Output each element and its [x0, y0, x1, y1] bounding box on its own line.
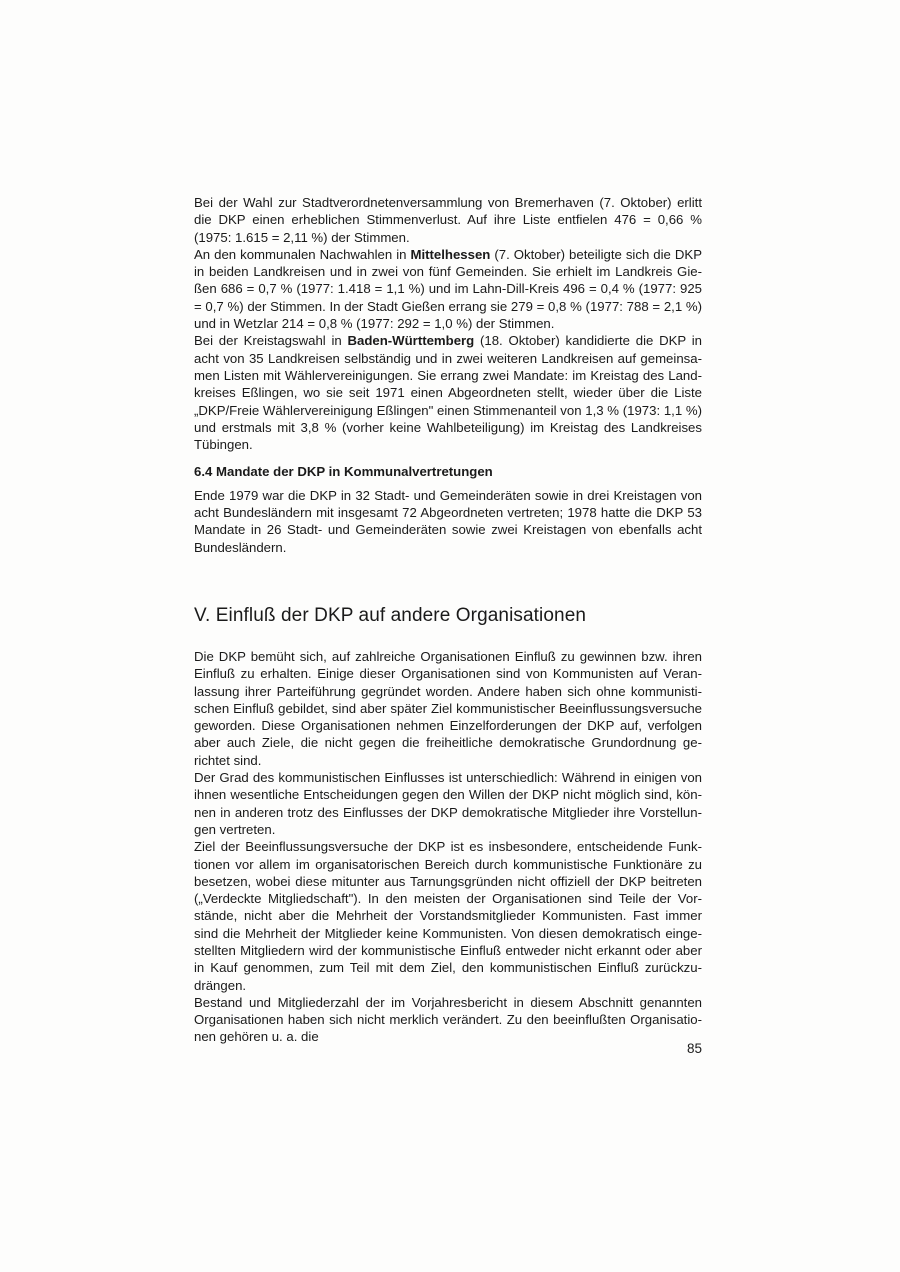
paragraph-bremerhaven: Bei der Wahl zur Stadtverordnetenversammlung von Bremerhaven (7. Oktober) erlitt die DKP einen erheblichen Stimmenverlust. Auf ihre Liste entfielen 476 = 0,66 % (1975: 1.615 = 2,11 %) der Stimmen.	[194, 195, 702, 245]
paragraph-einfluss-intro: Die DKP bemüht sich, auf zahlreiche Organisationen Einfluß zu gewinnen bzw. ihren Einfluß zu erhalten. Einige dieser Organisationen sind von Kommunisten auf Veranlassung ihrer Parteiführung gegründet worden. Andere haben sich ohne kommunistischen Einfluß gebildet, sind aber später Ziel kommunistischer Beeinflussungsversuche geworden. Diese Organisationen nehmen Einzelforderungen der DKP auf, verfolgen aber auch Ziele, die nicht gegen die freiheitliche demokratische Grundordnung gerichtet sind.	[194, 648, 702, 768]
paragraph-baden-wuerttemberg	[194, 332, 702, 453]
paragraph-mittelhessen-intro: An den kommunalen Nachwahlen in	[194, 246, 411, 262]
paragraph-einfluss-grad: Der Grad des kommunistischen Einflusses ist unterschiedlich: Während in einigen von ihnen wesentliche Entscheidungen gegen den Willen der DKP nicht möglich sind, können in anderen trotz des Einflusses der DKP demokratische Mitglieder ihre Vorstellungen vertreten.	[194, 770, 702, 837]
page-number: 85	[686, 1041, 702, 1056]
section-heading-mandate: 6.4 Mandate der DKP in Kommunalvertretungen	[194, 464, 493, 480]
region-mittelhessen: Mittelhessen	[410, 246, 491, 262]
paragraph-einfluss-ziel: Ziel der Beeinflussungsversuche der DKP ist es insbesondere, entscheidende Funktionen vor allem im organisatorischen Bereich durch kommunistische Funktionäre zu besetzen, wobei diese mitunter aus Tarnungsgründen nicht offiziell der DKP beitreten („Verdeckte Mitgliedschaft"). In den meisten der Organisationen sind Teile der Vorstände, nicht aber die Mehrheit der Vorstandsmitglieder Kommunisten. Fast immer sind die Mehrheit der Mitglieder keine Kommunisten. Von diesen demokratisch eingestellten Mitgliedern wird der kommunistische Einfluß entweder nicht erkannt oder aber in Kauf genommen, zum Teil mit dem Ziel, den kommunistischen Einfluß zurückzudrängen.	[194, 839, 702, 993]
page-content	[194, 194, 702, 1046]
paragraph-einfluss-bestand: Bestand und Mitgliederzahl der im Vorjahresbericht in diesem Abschnitt genannten Organisationen haben sich nicht merklich verändert. Zu den beeinflußten Organisationen gehören u. a. die	[194, 994, 702, 1045]
paragraph-mittelhessen	[194, 246, 702, 332]
paragraph-mittelhessen-body: (7. Oktober) beteiligte sich die DKP in beiden Landkreisen und in zwei von fünf Gemeinden. Sie erhielt im Landkreis Gießen 686 = 0,7 % (1977: 1.418 = 1,1 %) und im Lahn-Dill-Kreis 496 = 0,4 % (1977: 925 = 0,7 %) der Stimmen. In der Stadt Gießen errang sie 279 = 0,8 % (1977: 788 = 2,1 %) und in Wetzlar 214 = 0,8 % (1977: 292 = 1,0 %) der Stimmen.	[194, 246, 702, 332]
paragraph-bw-intro: Bei der Kreistagswahl in	[194, 333, 348, 349]
region-baden-wuerttemberg: Baden-Württemberg	[347, 333, 475, 349]
paragraph-mandate: Ende 1979 war die DKP in 32 Stadt- und Gemeinderäten sowie in drei Kreistagen von acht Bundesländern mit insgesamt 72 Abgeordneten vertreten; 1978 hatte die DKP 53 Mandate in 26 Stadt- und Gemeinderäten sowie zwei Kreistagen von ebenfalls acht Bundesländern.	[194, 487, 702, 555]
chapter-heading: V. Einfluß der DKP auf andere Organisationen	[194, 604, 587, 626]
paragraph-bw-body: (18. Oktober) kandidierte die DKP in acht von 35 Landkreisen selbständig und in zwei weiteren Landkreisen auf gemeinsamen Listen mit Wählervereinigungen. Sie errang zwei Mandate: im Kreistag des Landkreises Eßlingen, wo sie seit 1971 einen Abgeordneten stellt, wieder über die Liste „DKP/Freie Wählervereinigung Eßlingen" einen Stimmenanteil von 1,3 % (1973: 1,1 %) und erstmals mit 3,8 % (vorher keine Wahlbeteiligung) im Kreistag des Landkreises Tübingen.	[194, 333, 703, 453]
